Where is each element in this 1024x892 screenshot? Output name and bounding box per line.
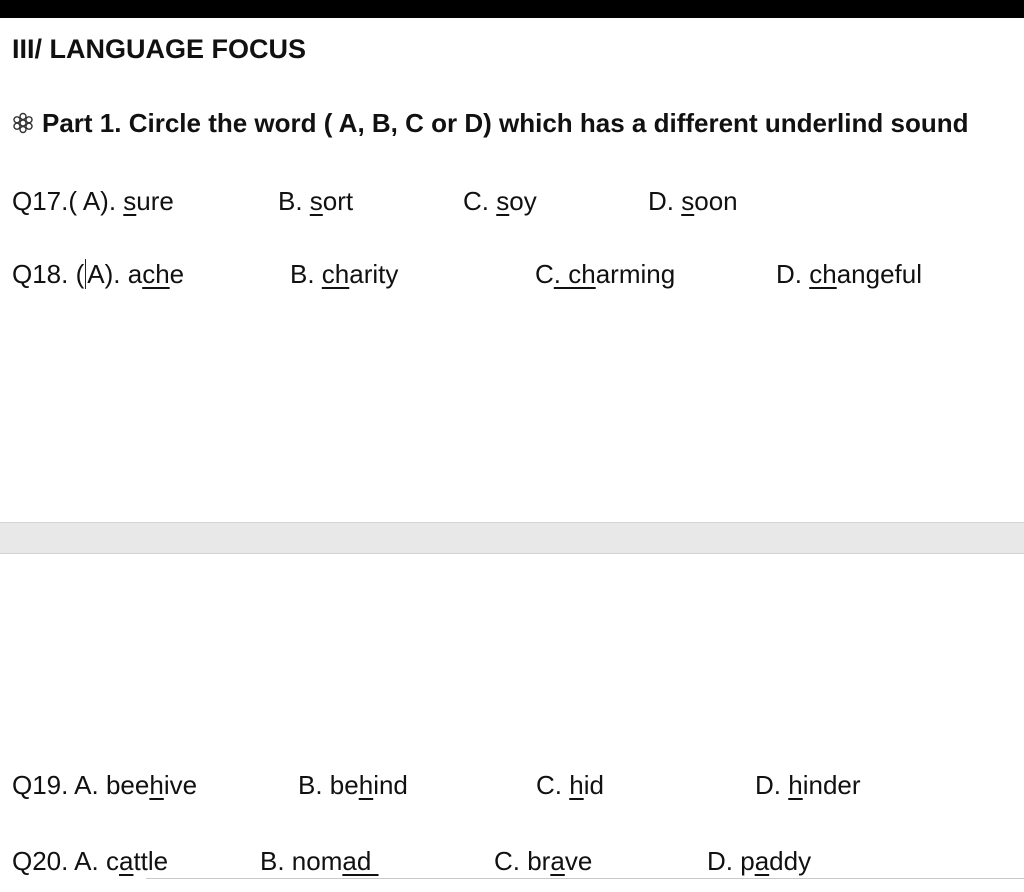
option-rest: ive xyxy=(163,770,198,800)
option-prefix: B. nom xyxy=(260,846,343,876)
option-prefix: C. br xyxy=(494,846,551,876)
question-number: Q18. xyxy=(12,259,69,289)
question-number: Q19. xyxy=(12,770,69,800)
option-prefix: B. be xyxy=(298,770,359,800)
underlined-sound: ad xyxy=(342,846,379,876)
option-prefix: C. xyxy=(463,186,497,216)
underlined-sound: s xyxy=(309,186,323,216)
bottom-divider xyxy=(146,878,1024,879)
option-rest: oon xyxy=(694,186,738,216)
underlined-sound: ch xyxy=(321,259,350,289)
option-prefix: C. xyxy=(536,770,570,800)
q18-number-option-a xyxy=(12,259,184,290)
q17-number-option-a xyxy=(12,186,174,217)
part-instruction xyxy=(12,108,968,139)
q19-option-d xyxy=(755,770,861,801)
option-prefix: B. xyxy=(278,186,310,216)
underlined-sound: s xyxy=(681,186,695,216)
q20-option-d xyxy=(707,846,811,877)
option-rest: ind xyxy=(373,770,408,800)
underlined-sound: . ch xyxy=(553,259,596,289)
option-rest: ure xyxy=(136,186,174,216)
underlined-sound: a xyxy=(550,846,565,876)
q19-option-b xyxy=(298,770,408,801)
option-prefix: A. c xyxy=(74,846,119,876)
q19-number-option-a xyxy=(12,770,197,801)
option-prefix: A). a xyxy=(87,259,143,289)
underlined-sound: ch xyxy=(142,259,170,289)
section-title: III/ LANGUAGE FOCUS xyxy=(12,34,307,64)
option-rest: ort xyxy=(322,186,354,216)
option-rest: oy xyxy=(509,186,537,216)
underlined-sound: h xyxy=(788,770,803,800)
underlined-sound: s xyxy=(496,186,510,216)
option-rest: ttle xyxy=(133,846,169,876)
option-prefix: B. xyxy=(290,259,322,289)
window-top-bar xyxy=(0,0,1024,18)
option-prefix: D. xyxy=(755,770,789,800)
q17-option-b xyxy=(278,186,353,217)
option-rest: e xyxy=(169,259,185,289)
option-prefix: C xyxy=(535,259,554,289)
q18-option-b xyxy=(290,259,398,290)
underlined-sound: h xyxy=(149,770,164,800)
q20-option-c xyxy=(494,846,592,877)
option-rest: ve xyxy=(564,846,593,876)
page-break-gap xyxy=(0,522,1024,554)
q18-option-d xyxy=(776,259,922,290)
underlined-sound: a xyxy=(118,846,134,876)
underlined-sound: h xyxy=(569,770,584,800)
option-prefix: ( xyxy=(75,259,85,289)
q20-option-b xyxy=(260,846,379,877)
option-prefix: D. xyxy=(648,186,682,216)
option-prefix: ( A). xyxy=(68,186,124,216)
question-number: Q17. xyxy=(12,186,69,216)
q17-option-c xyxy=(463,186,537,217)
option-prefix: D. xyxy=(776,259,810,289)
underlined-sound: ch xyxy=(809,259,837,289)
q19-option-c xyxy=(536,770,604,801)
option-rest: angeful xyxy=(836,259,923,289)
option-rest: arity xyxy=(349,259,399,289)
q20-number-option-a xyxy=(12,846,168,877)
option-rest: inder xyxy=(802,770,861,800)
option-prefix: A. bee xyxy=(74,770,150,800)
option-rest: ddy xyxy=(769,846,812,876)
underlined-sound: s xyxy=(123,186,137,216)
option-rest: id xyxy=(583,770,604,800)
q17-option-d xyxy=(648,186,738,217)
underlined-sound: h xyxy=(358,770,374,800)
option-rest: arming xyxy=(595,259,676,289)
instruction-text: Part 1. Circle the word ( A, B, C or D) which has a different underlind sound xyxy=(42,108,969,138)
option-prefix: D. p xyxy=(707,846,755,876)
underlined-sound: a xyxy=(754,846,770,876)
q18-option-c xyxy=(535,259,675,290)
flower-icon xyxy=(12,112,34,134)
question-number: Q20. xyxy=(12,846,69,876)
